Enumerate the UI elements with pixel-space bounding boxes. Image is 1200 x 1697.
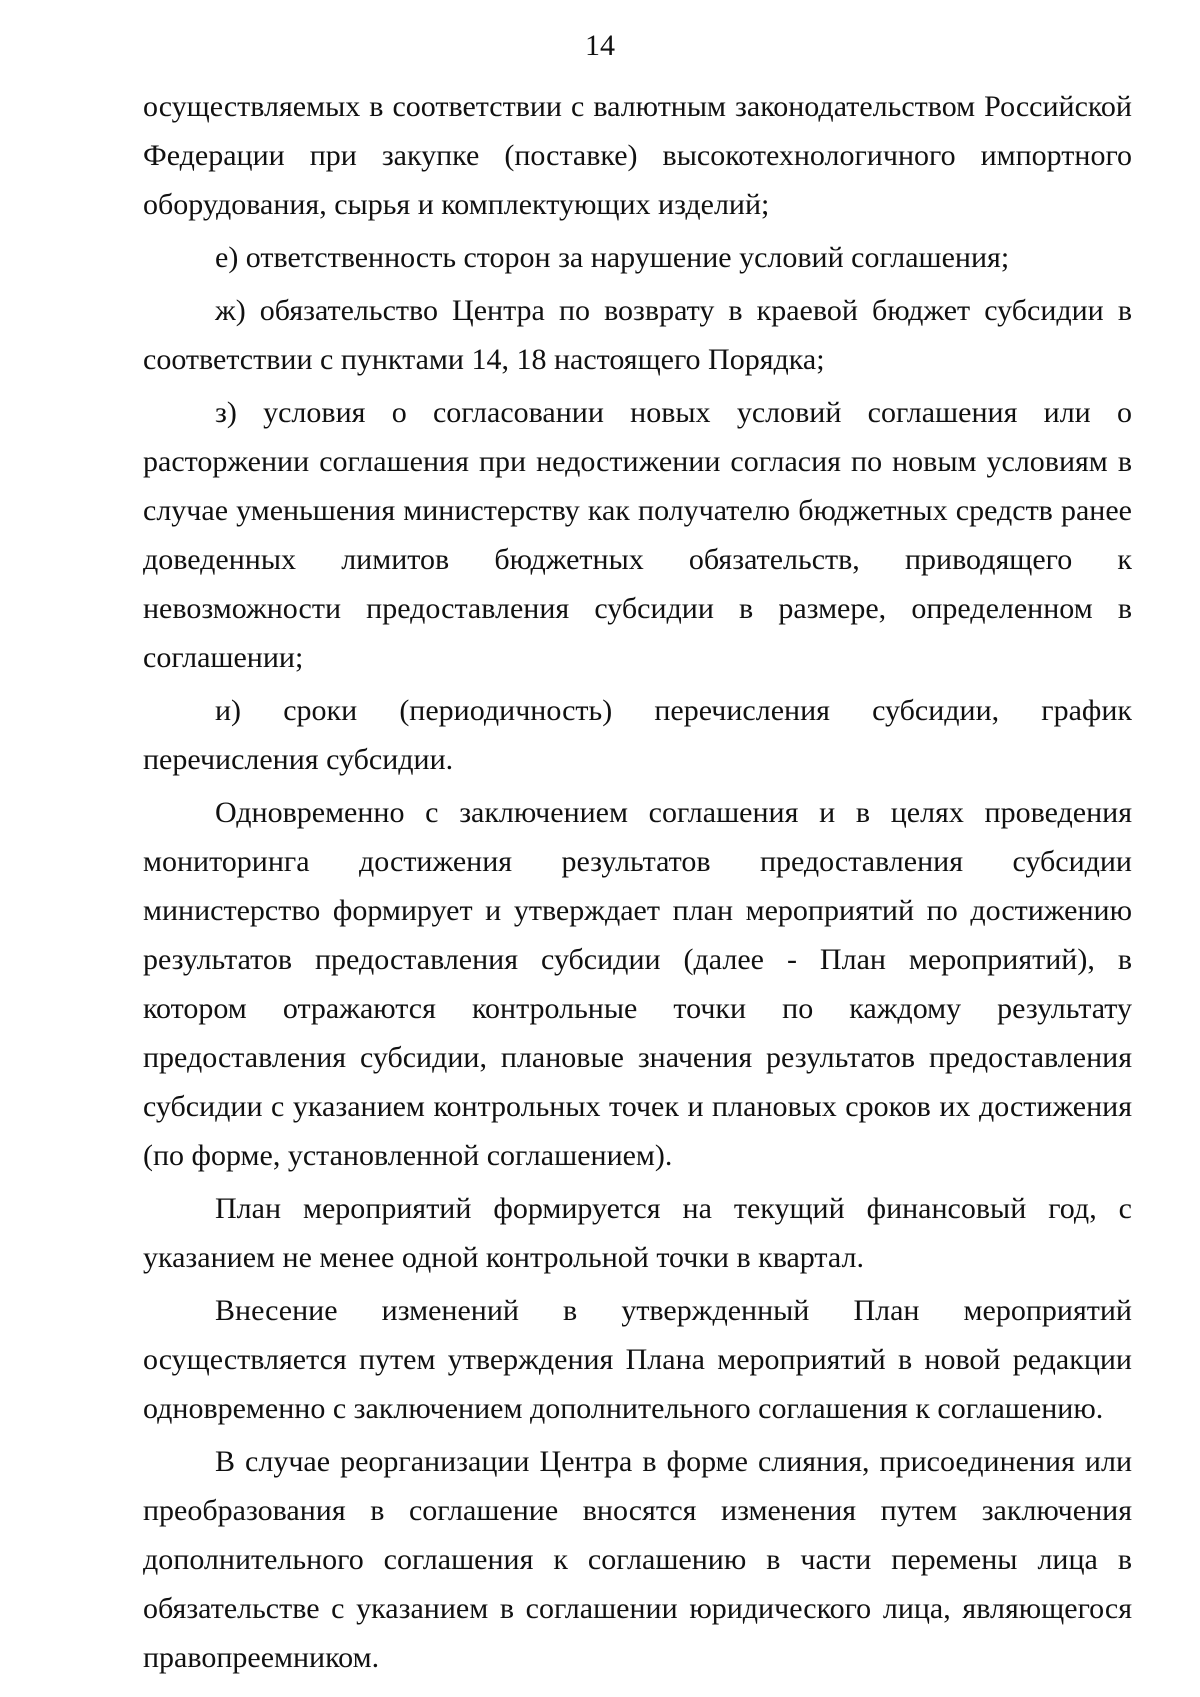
- paragraph-item-z: з) условия о согласовании новых условий соглашения или о расторжении соглашения при недостижении согласия по новым условиям в случае уменьшения министерству как получателю бюджетных средств ранее доведенных лимитов бюджетных обязательств, приводящего к невозможности предоставления субсидии в размере, определенном в соглашении;: [143, 396, 1132, 674]
- paragraph-reorganization: В случае реорганизации Центра в форме слияния, присоединения или преобразования в соглашение вносятся изменения путем заключения дополнительного соглашения к соглашению в части перемены лица в обязательстве с указанием в соглашении юридического лица, являющегося правопреемником.: [143, 1445, 1132, 1674]
- paragraph-item-zh: ж) обязательство Центра по возврату в краевой бюджет субсидии в соответствии с пунктами 14, 18 настоящего Порядка;: [143, 294, 1132, 376]
- paragraph-item-e: е) ответственность сторон за нарушение условий соглашения;: [215, 241, 1010, 274]
- paragraph-item-i: и) сроки (периодичность) перечисления субсидии, график перечисления субсидии.: [143, 694, 1132, 776]
- paragraph-plan-changes: Внесение изменений в утвержденный План мероприятий осуществляется путем утверждения Плана мероприятий в новой редакции одновременно с заключением дополнительного соглашения к соглашению.: [143, 1294, 1132, 1425]
- paragraph-continuation: осуществляемых в соответствии с валютным законодательством Российской Федерации при закупке (поставке) высокотехнологичного импортного оборудования, сырья и комплектующих изделий;: [143, 90, 1132, 221]
- page-number: 14: [585, 29, 615, 62]
- paragraph-monitoring-plan: Одновременно с заключением соглашения и в целях проведения мониторинга достижения результатов предоставления субсидии министерство формирует и утверждает план мероприятий по достижению результатов предоставления субсидии (далее - План мероприятий), в котором отражаются контрольные точки по каждому результату предоставления субсидии, плановые значения результатов предоставления субсидии с указанием контрольных точек и плановых сроков их достижения (по форме, установленной соглашением).: [143, 796, 1132, 1172]
- document-body: [143, 82, 1132, 1686]
- paragraph-plan-period: План мероприятий формируется на текущий финансовый год, с указанием не менее одной контрольной точки в квартал.: [143, 1192, 1132, 1274]
